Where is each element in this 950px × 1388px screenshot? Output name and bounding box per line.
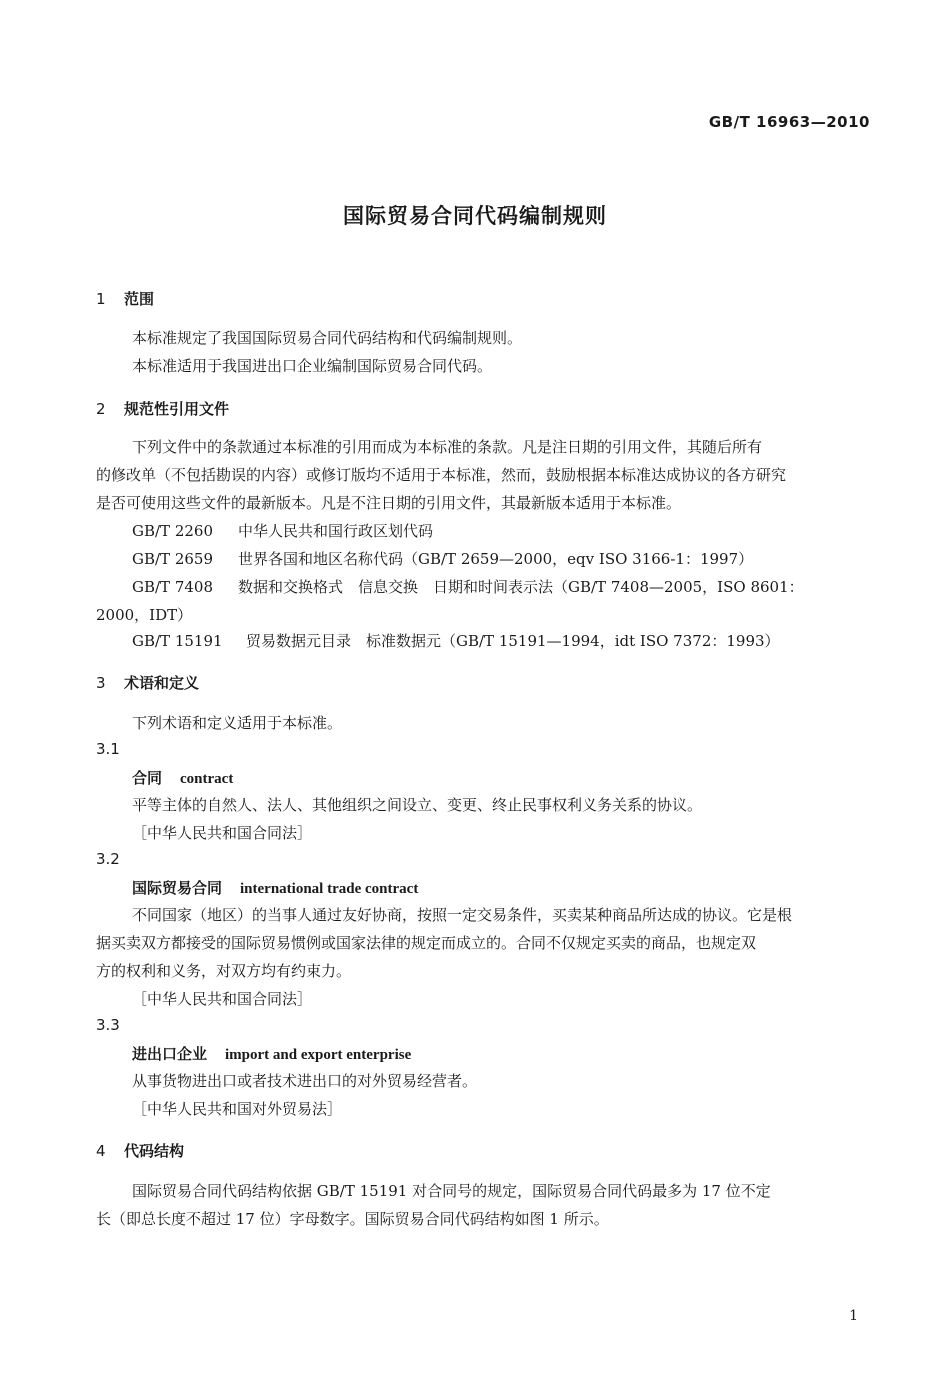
term-zh: 合同 (132, 769, 163, 787)
term-source: ［中华人民共和国合同法］ (132, 990, 313, 1008)
term-number: 3.3 (96, 1016, 120, 1034)
section-title: 规范性引用文件 (124, 400, 230, 418)
document-title: 国际贸易合同代码编制规则 (343, 204, 607, 228)
paragraph: 本标准规定了我国国际贸易合同代码结构和代码编制规则。 (132, 329, 523, 347)
term-heading (132, 767, 233, 788)
term-en: import and export enterprise (225, 1047, 412, 1063)
paragraph-line: 长（即总长度不超过 17 位）字母数字。国际贸易合同代码结构如图 1 所示。 (96, 1210, 609, 1228)
paragraph: 下列术语和定义适用于本标准。 (132, 714, 343, 732)
reference-title: 中华人民共和国行政区划代码 (238, 522, 434, 540)
term-definition-line: 据买卖双方都接受的国际贸易惯例或国家法律的规定而成立的。合同不仅规定买卖的商品，也规定双 (96, 934, 757, 952)
term-source: ［中华人民共和国对外贸易法］ (132, 1100, 343, 1118)
term-en: contract (180, 771, 234, 787)
reference-title: 贸易数据元目录 标准数据元（GB/T 15191—1994，idt ISO 7372：1993） (246, 632, 780, 650)
section-title: 术语和定义 (124, 674, 200, 692)
section-number: 4 (96, 1142, 106, 1160)
paragraph: 本标准适用于我国进出口企业编制国际贸易合同代码。 (132, 357, 493, 375)
term-en: international trade contract (240, 881, 419, 897)
term-heading (132, 1043, 411, 1064)
section-1-heading (96, 288, 154, 309)
reference-code: GB/T 7408 (132, 578, 214, 596)
section-4-heading (96, 1140, 184, 1161)
paragraph-line: 的修改单（不包括勘误的内容）或修订版均不适用于本标准，然而，鼓励根据本标准达成协议的各方研究 (96, 466, 787, 484)
standard-code: GB/T 16963—2010 (708, 113, 870, 131)
term-definition-line: 不同国家（地区）的当事人通过友好协商，按照一定交易条件，买卖某种商品所达成的协议。它是根 (132, 906, 793, 924)
section-number: 3 (96, 674, 106, 692)
page-number: 1 (849, 1308, 858, 1324)
section-number: 1 (96, 290, 106, 308)
section-title: 代码结构 (124, 1142, 185, 1160)
paragraph-line: 是否可使用这些文件的最新版本。凡是不注日期的引用文件，其最新版本适用于本标准。 (96, 494, 682, 512)
section-3-heading (96, 672, 199, 693)
paragraph-line: 下列文件中的条款通过本标准的引用而成为本标准的条款。凡是注日期的引用文件，其随后所有 (132, 438, 763, 456)
reference-item (132, 548, 753, 569)
paragraph-line: 国际贸易合同代码结构依据 GB/T 15191 对合同号的规定，国际贸易合同代码最多为 17 位不定 (132, 1182, 771, 1200)
term-number: 3.1 (96, 740, 120, 758)
reference-code: GB/T 2260 (132, 522, 214, 540)
reference-item (132, 630, 780, 651)
term-zh: 国际贸易合同 (132, 879, 223, 897)
reference-code: GB/T 15191 (132, 632, 223, 650)
reference-code: GB/T 2659 (132, 550, 214, 568)
section-title: 范围 (124, 290, 155, 308)
section-2-heading (96, 398, 229, 419)
term-definition: 平等主体的自然人、法人、其他组织之间设立、变更、终止民事权利义务关系的协议。 (132, 796, 703, 814)
reference-title: 数据和交换格式 信息交换 日期和时间表示法（GB/T 7408—2005，ISO 8601： (238, 578, 804, 596)
reference-title: 世界各国和地区名称代码（GB/T 2659—2000，eqv ISO 3166-1：1997） (238, 550, 754, 568)
term-zh: 进出口企业 (132, 1045, 208, 1063)
term-definition-line: 方的权利和义务，对双方均有约束力。 (96, 962, 352, 980)
term-heading (132, 877, 418, 898)
term-number: 3.2 (96, 850, 120, 868)
reference-continuation: 2000，IDT） (96, 606, 193, 624)
section-number: 2 (96, 400, 106, 418)
term-source: ［中华人民共和国合同法］ (132, 824, 313, 842)
reference-item (132, 576, 804, 597)
reference-item (132, 520, 433, 541)
term-definition: 从事货物进出口或者技术进出口的对外贸易经营者。 (132, 1072, 478, 1090)
